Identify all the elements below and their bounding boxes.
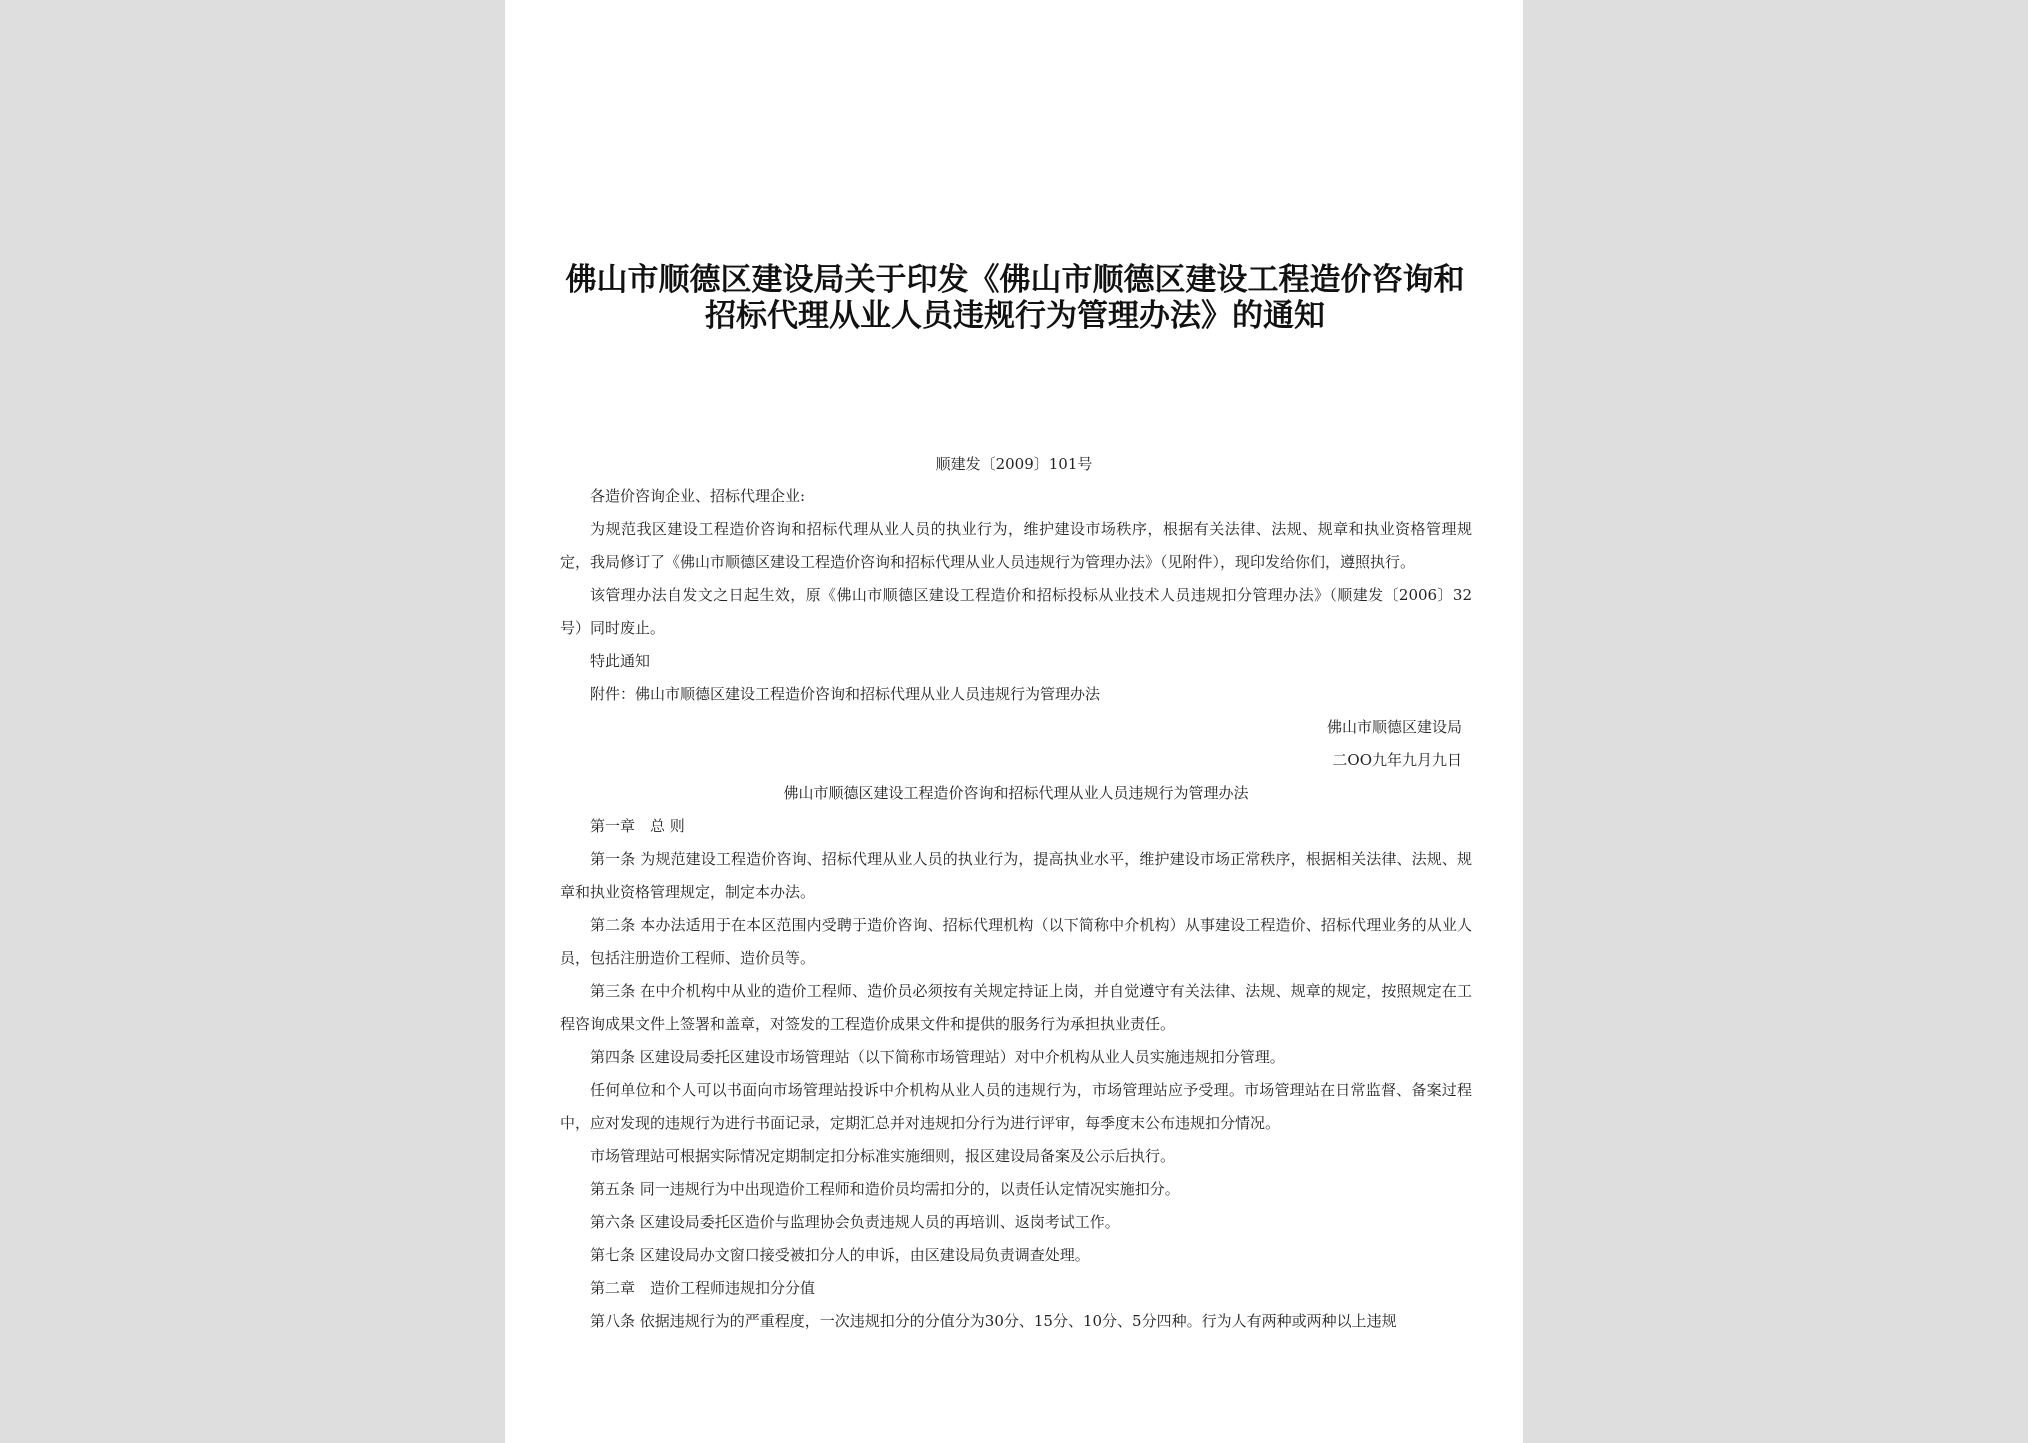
paragraph: 特此通知: [590, 652, 651, 670]
article: 第七条 区建设局办文窗口接受被扣分人的申诉，由区建设局负责调查处理。: [590, 1246, 1090, 1264]
paragraph: 该管理办法自发文之日起生效，原《佛山市顺德区建设工程造价和招标投标从业技术人员违规扣分管理办法》（顺建发〔2006〕32号）同时废止。: [560, 586, 1472, 637]
chapter-heading: 第二章 造价工程师违规扣分分值: [590, 1279, 816, 1297]
article: 第六条 区建设局委托区造价与监理协会负责违规人员的再培训、返岗考试工作。: [590, 1213, 1120, 1231]
document-body: [560, 480, 1472, 1338]
issue-date: 二OO九年九月九日: [1332, 751, 1462, 769]
document-number: 顺建发〔2009〕101号: [935, 455, 1093, 473]
article: 第五条 同一违规行为中出现造价工程师和造价员均需扣分的，以责任认定情况实施扣分。: [590, 1180, 1180, 1198]
article: 任何单位和个人可以书面向市场管理站投诉中介机构从业人员的违规行为，市场管理站应予受理。市场管理站在日常监督、备案过程中，应对发现的违规行为进行书面记录，定期汇总并对违规扣分行为进行评审，每季度末公布违规扣分情况。: [560, 1081, 1472, 1132]
document-page: [505, 0, 1523, 1443]
article: 第四条 区建设局委托区建设市场管理站（以下简称市场管理站）对中介机构从业人员实施违规扣分管理。: [590, 1048, 1285, 1066]
article: 第一条 为规范建设工程造价咨询、招标代理从业人员的执业行为，提高执业水平，维护建设市场正常秩序，根据相关法律、法规、规章和执业资格管理规定，制定本办法。: [560, 850, 1472, 901]
article: 市场管理站可根据实际情况定期制定扣分标准实施细则，报区建设局备案及公示后执行。: [590, 1147, 1176, 1165]
article: 第二条 本办法适用于在本区范围内受聘于造价咨询、招标代理机构（以下简称中介机构）从事建设工程造价、招标代理业务的从业人员，包括注册造价工程师、造价员等。: [560, 916, 1472, 967]
attachment-title: 佛山市顺德区建设工程造价咨询和招标代理从业人员违规行为管理办法: [783, 784, 1249, 802]
paragraph: 为规范我区建设工程造价咨询和招标代理从业人员的执业行为，维护建设市场秩序，根据有关法律、法规、规章和执业资格管理规定，我局修订了《佛山市顺德区建设工程造价咨询和招标代理从业人员违规行为管理办法》（见附件），现印发给你们，遵照执行。: [560, 520, 1472, 571]
attachment-line: 附件：佛山市顺德区建设工程造价咨询和招标代理从业人员违规行为管理办法: [590, 685, 1101, 703]
article: 第三条 在中介机构中从业的造价工程师、造价员必须按有关规定持证上岗，并自觉遵守有关法律、法规、规章的规定，按照规定在工程咨询成果文件上签署和盖章，对签发的工程造价成果文件和提供的服务行为承担执业责任。: [560, 982, 1472, 1033]
article: 第八条 依据违规行为的严重程度，一次违规扣分的分值分为30分、15分、10分、5分四种。行为人有两种或两种以上违规: [590, 1312, 1397, 1330]
document-title: 佛山市顺德区建设局关于印发《佛山市顺德区建设工程造价咨询和招标代理从业人员违规行为管理办法》的通知: [565, 262, 1465, 334]
salutation: 各造价咨询企业、招标代理企业:: [590, 487, 806, 505]
chapter-heading: 第一章 总 则: [590, 817, 685, 835]
issuer: 佛山市顺德区建设局: [1326, 718, 1462, 736]
